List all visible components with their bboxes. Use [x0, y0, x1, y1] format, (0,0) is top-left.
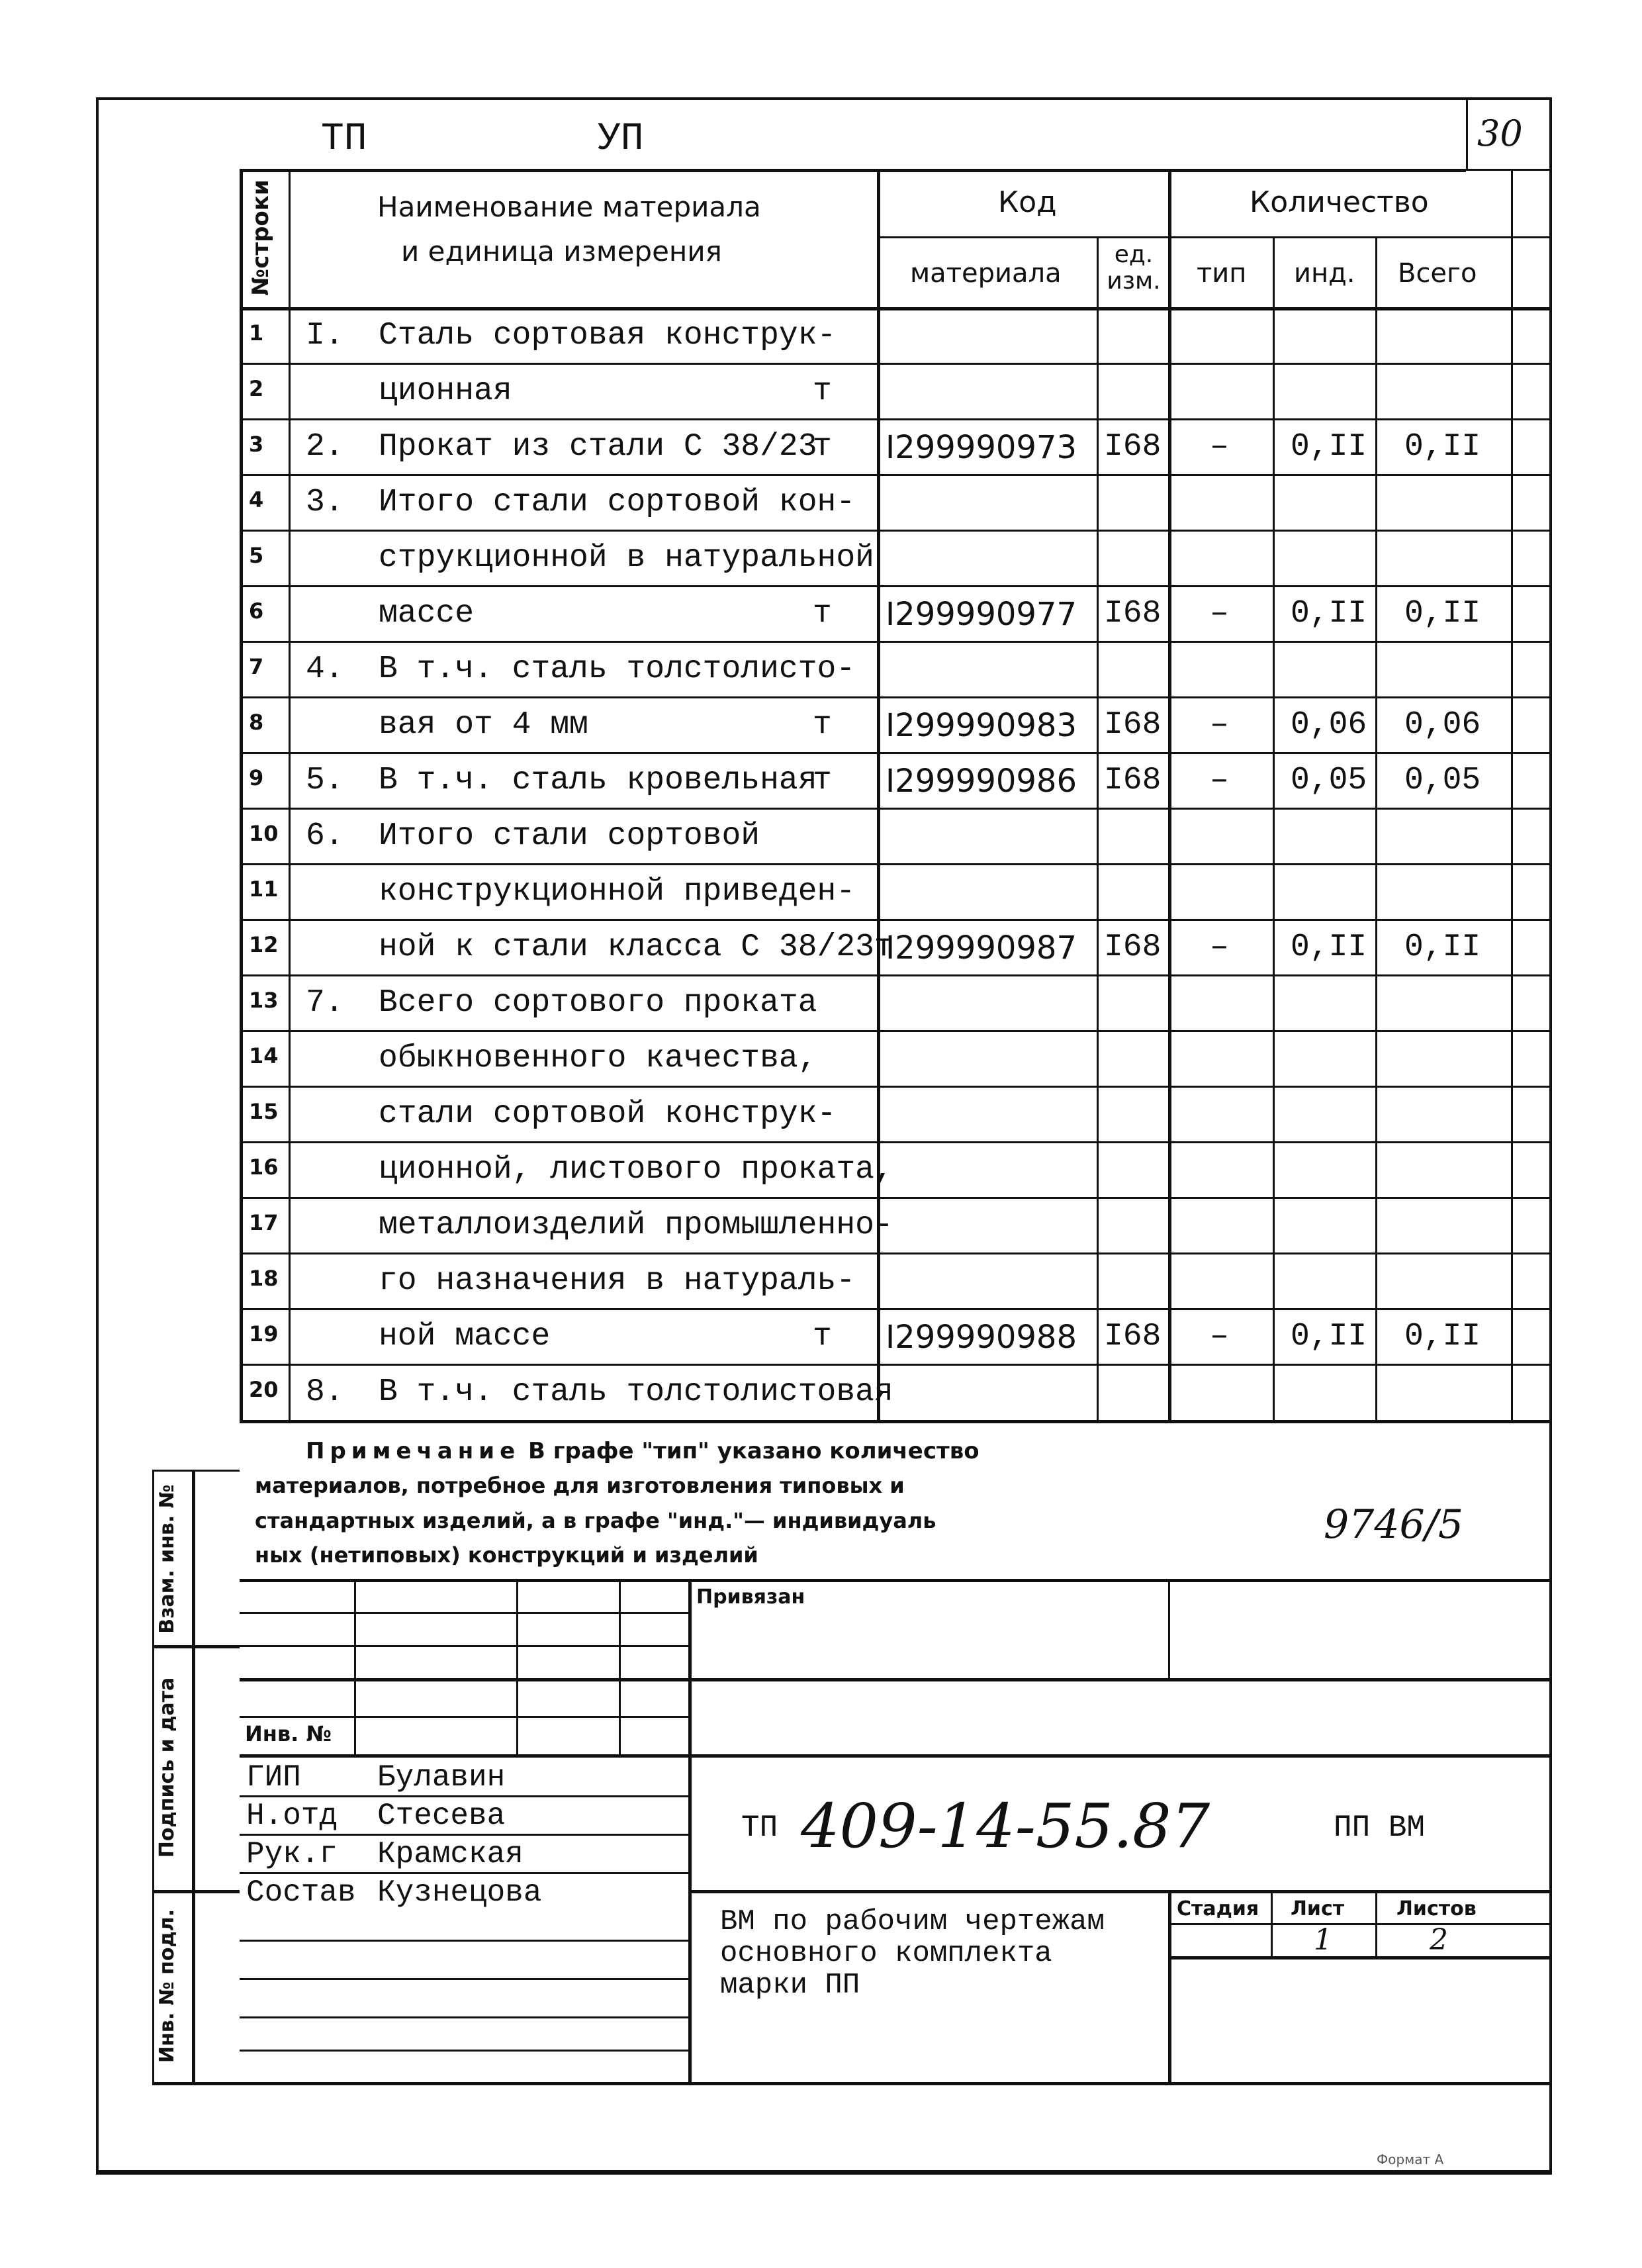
stage-label: Стадия: [1177, 1897, 1259, 1920]
row-unit: т: [813, 373, 832, 409]
header-code: Код: [998, 185, 1057, 219]
row-text: В т.ч. сталь толстолисто-: [379, 651, 856, 687]
row-number: 14: [249, 1043, 279, 1068]
header-qty-type: тип: [1197, 258, 1247, 289]
row-divider: [240, 474, 1552, 476]
header-code-unit: ед. изм.: [1107, 241, 1161, 295]
row-text: Всего сортового проката: [379, 985, 817, 1021]
names-row7: [240, 2050, 688, 2052]
sig-row3: [240, 1716, 688, 1718]
row-tip: –: [1210, 596, 1229, 632]
document-number: 409-14-55.87: [801, 1791, 1210, 1862]
sig-col4: [688, 1579, 692, 2082]
row-tip: –: [1210, 1319, 1229, 1354]
header-quantity: Количество: [1250, 185, 1429, 219]
row-number: 10: [249, 821, 279, 846]
row-number: 4: [249, 487, 264, 512]
row-number: 5: [249, 543, 264, 568]
row-divider: [240, 418, 1552, 420]
row-number: 2: [249, 376, 264, 401]
row-divider: [240, 752, 1552, 754]
col-sep-total-right: [1511, 169, 1513, 1420]
row-text: стали сортовой конструк-: [379, 1096, 837, 1132]
header-tp: ТП: [321, 118, 367, 161]
row-number: 18: [249, 1266, 279, 1291]
tp-prefix: ТП: [741, 1811, 778, 1845]
row-total: 0,06: [1404, 707, 1481, 743]
row-number: 12: [249, 932, 279, 957]
row-text: Итого стали сортовой: [379, 818, 760, 854]
sheet-value: 1: [1314, 1923, 1332, 1957]
row-item-number: 3.: [306, 485, 344, 520]
title-block-names-top: [240, 1754, 1552, 1758]
header-name-line1: Наименование материала: [377, 191, 761, 223]
signature-name: Крамская: [377, 1837, 524, 1871]
privyazan-sep: [1168, 1579, 1170, 1678]
desc-top: [688, 1890, 1552, 1893]
row-divider: [240, 530, 1552, 532]
col-sep-unit: [1168, 169, 1171, 1420]
row-divider: [240, 919, 1552, 921]
row-item-number: 6.: [306, 818, 344, 854]
row-ed: I68: [1104, 429, 1162, 465]
row-total: 0,II: [1404, 596, 1481, 632]
row-ind: 0,06: [1291, 707, 1367, 743]
side-strip-top: [152, 1470, 240, 1472]
row-text: ной массе: [379, 1319, 551, 1354]
header-code-material: материала: [910, 258, 1062, 289]
note-stamp-number: 9746/5: [1324, 1501, 1464, 1548]
sig-col2: [516, 1579, 518, 1754]
note-text-line1: В графе "тип" указано количество: [527, 1438, 980, 1464]
header-qty-total: Всего: [1398, 258, 1477, 289]
col-sep-rowno: [289, 169, 291, 1420]
row-tip: –: [1210, 707, 1229, 743]
row-text: ной к стали класса С 38/23т: [379, 929, 893, 965]
header-qty-ind: инд.: [1294, 258, 1355, 289]
desc-sep: [1168, 1890, 1171, 2082]
row-text: конструкционной приведен-: [379, 874, 856, 910]
row-item-number: 2.: [306, 429, 344, 465]
header-name-line2: и единица измерения: [401, 235, 722, 267]
row-divider: [240, 641, 1552, 643]
row-divider: [240, 1252, 1552, 1254]
row-text: ционной, листового проката,: [379, 1152, 893, 1188]
names-row2: [240, 1834, 688, 1836]
note-text-line4: ных (нетиповых) конструкций и изделий: [255, 1542, 758, 1568]
table-left-line: [240, 169, 243, 1420]
row-number: 19: [249, 1321, 279, 1347]
title-block-top: [240, 1579, 1552, 1582]
row-tip: –: [1210, 429, 1229, 465]
row-item-number: 5.: [306, 763, 344, 798]
sheet-label: Лист: [1291, 1897, 1345, 1920]
note-label: Примечание: [306, 1438, 521, 1464]
footer-format: Формат А: [1377, 2151, 1444, 2167]
row-unit: т: [813, 707, 832, 743]
names-row3: [240, 1872, 688, 1874]
row-ind: 0,II: [1291, 429, 1367, 465]
row-code: I299990983: [886, 707, 1077, 744]
row-text: го назначения в натураль-: [379, 1263, 856, 1299]
names-row5: [240, 1978, 688, 1980]
row-divider: [240, 863, 1552, 865]
row-divider: [240, 974, 1552, 976]
col-sep-code: [1097, 236, 1099, 1420]
row-divider: [240, 1197, 1552, 1199]
note-text-line2: материалов, потребное для изготовления типовых и: [255, 1473, 905, 1498]
row-divider: [240, 1364, 1552, 1366]
side-label-podpis: Подпись и дата: [156, 1677, 179, 1858]
row-code: I299990987: [886, 929, 1077, 967]
row-code: I299990977: [886, 596, 1077, 633]
inv-no-label: Инв. №: [245, 1721, 332, 1746]
row-ed: I68: [1104, 763, 1162, 798]
row-item-number: 7.: [306, 985, 344, 1021]
row-code: I299990988: [886, 1319, 1077, 1356]
row-text: Прокат из стали С 38/23: [379, 429, 817, 465]
signature-name: Стесева: [377, 1799, 506, 1833]
page-number-divider: [1466, 97, 1468, 169]
signature-role: Н.отд: [246, 1799, 338, 1833]
row-ind: 0,II: [1291, 1319, 1367, 1354]
note-line1: [306, 1438, 980, 1464]
row-text: массе: [379, 596, 475, 632]
side-label-vzam: Взам. инв. №: [156, 1484, 179, 1634]
row-unit: т: [813, 596, 832, 632]
signature-role: Состав: [246, 1875, 356, 1910]
row-number: 3: [249, 432, 264, 457]
signature-role: Рук.г: [246, 1837, 338, 1871]
page-number-bottom: [1466, 169, 1552, 171]
row-unit: т: [813, 1319, 832, 1354]
row-tip: –: [1210, 763, 1229, 798]
col-sep-tip: [1273, 236, 1275, 1420]
row-ed: I68: [1104, 929, 1162, 965]
row-number: 17: [249, 1210, 279, 1235]
col-sep-ind: [1375, 236, 1377, 1420]
page-number: 30: [1477, 113, 1523, 154]
names-row4: [240, 1940, 688, 1942]
row-number: 9: [249, 765, 264, 790]
table-top-line: [240, 169, 1466, 172]
footer-line: [96, 2173, 1552, 2175]
table-header-mid-line: [877, 236, 1552, 238]
desc-line1: ВМ по рабочим чертежам: [720, 1905, 1105, 1938]
row-number: 1: [249, 320, 264, 346]
row-total: 0,II: [1404, 929, 1481, 965]
row-divider: [240, 696, 1552, 698]
row-text: ционная: [379, 373, 512, 409]
row-item-number: I.: [306, 318, 344, 354]
row-code: I299990986: [886, 763, 1077, 800]
row-total: 0,05: [1404, 763, 1481, 798]
header-row-number: №строки: [248, 179, 274, 296]
row-text: металлоизделий промышленно-: [379, 1207, 893, 1243]
document-mark: ПП ВМ: [1334, 1811, 1426, 1845]
row-number: 6: [249, 598, 264, 624]
row-divider: [240, 808, 1552, 810]
stage-row2: [1168, 1956, 1552, 1960]
row-total: 0,II: [1404, 1319, 1481, 1354]
row-unit: т: [813, 429, 832, 465]
side-strip-line: [192, 1470, 195, 2082]
side-label-inv-podl: Инв. № подл.: [156, 1909, 179, 2063]
row-text: струкционной в натуральной: [379, 540, 874, 576]
row-item-number: 8.: [306, 1374, 344, 1410]
row-number: 20: [249, 1377, 279, 1402]
row-ind: 0,II: [1291, 596, 1367, 632]
title-block-mid: [240, 1678, 1552, 1681]
note-text-line3: стандартных изделий, а в графе "инд."— индивидуаль: [255, 1508, 936, 1533]
row-total: 0,II: [1404, 429, 1481, 465]
names-row1: [240, 1795, 688, 1797]
row-divider: [240, 585, 1552, 587]
names-row6: [240, 2016, 688, 2018]
row-divider: [240, 1141, 1552, 1143]
row-code: I299990973: [886, 429, 1077, 466]
row-tip: –: [1210, 929, 1229, 965]
row-text: Сталь сортовая конструк-: [379, 318, 837, 354]
row-divider: [240, 1308, 1552, 1310]
row-ed: I68: [1104, 707, 1162, 743]
row-text: В т.ч. сталь толстолистовая: [379, 1374, 893, 1410]
row-ed: I68: [1104, 1319, 1162, 1354]
row-text: вая от 4 мм: [379, 707, 588, 743]
row-number: 16: [249, 1155, 279, 1180]
row-number: 7: [249, 654, 264, 679]
sig-row1: [240, 1612, 688, 1614]
sheets-label: Листов: [1396, 1897, 1477, 1920]
signature-name: Кузнецова: [377, 1875, 542, 1910]
stage-row1: [1168, 1923, 1552, 1925]
sig-col3: [619, 1579, 621, 1754]
side-strip-left: [152, 1470, 154, 2082]
sig-row2: [240, 1645, 688, 1647]
row-divider: [240, 363, 1552, 365]
row-unit: т: [813, 763, 832, 798]
row-number: 8: [249, 710, 264, 735]
row-ind: 0,II: [1291, 929, 1367, 965]
row-number: 13: [249, 988, 279, 1013]
row-divider: [240, 1086, 1552, 1088]
row-text: Итого стали сортовой кон-: [379, 485, 856, 520]
sheets-value: 2: [1430, 1923, 1448, 1957]
row-text: обыкновенного качества,: [379, 1041, 817, 1076]
desc-line3: марки ПП: [720, 1969, 860, 2002]
row-text: В т.ч. сталь кровельная: [379, 763, 817, 798]
title-block-bottom: [152, 2082, 1552, 2085]
privyazan-label: Привязан: [696, 1585, 805, 1609]
row-number: 11: [249, 876, 279, 902]
signature-role: ГИП: [246, 1760, 301, 1795]
row-ind: 0,05: [1291, 763, 1367, 798]
row-ed: I68: [1104, 596, 1162, 632]
row-number: 15: [249, 1099, 279, 1124]
row-divider: [240, 1030, 1552, 1032]
row-item-number: 4.: [306, 651, 344, 687]
table-bottom-line: [240, 1420, 1552, 1423]
sig-col1: [354, 1579, 356, 1754]
signature-name: Булавин: [377, 1760, 506, 1795]
table-header-bottom-line: [240, 307, 1552, 310]
header-up: УП: [598, 118, 644, 161]
desc-line2: основного комплекта: [720, 1937, 1052, 1970]
